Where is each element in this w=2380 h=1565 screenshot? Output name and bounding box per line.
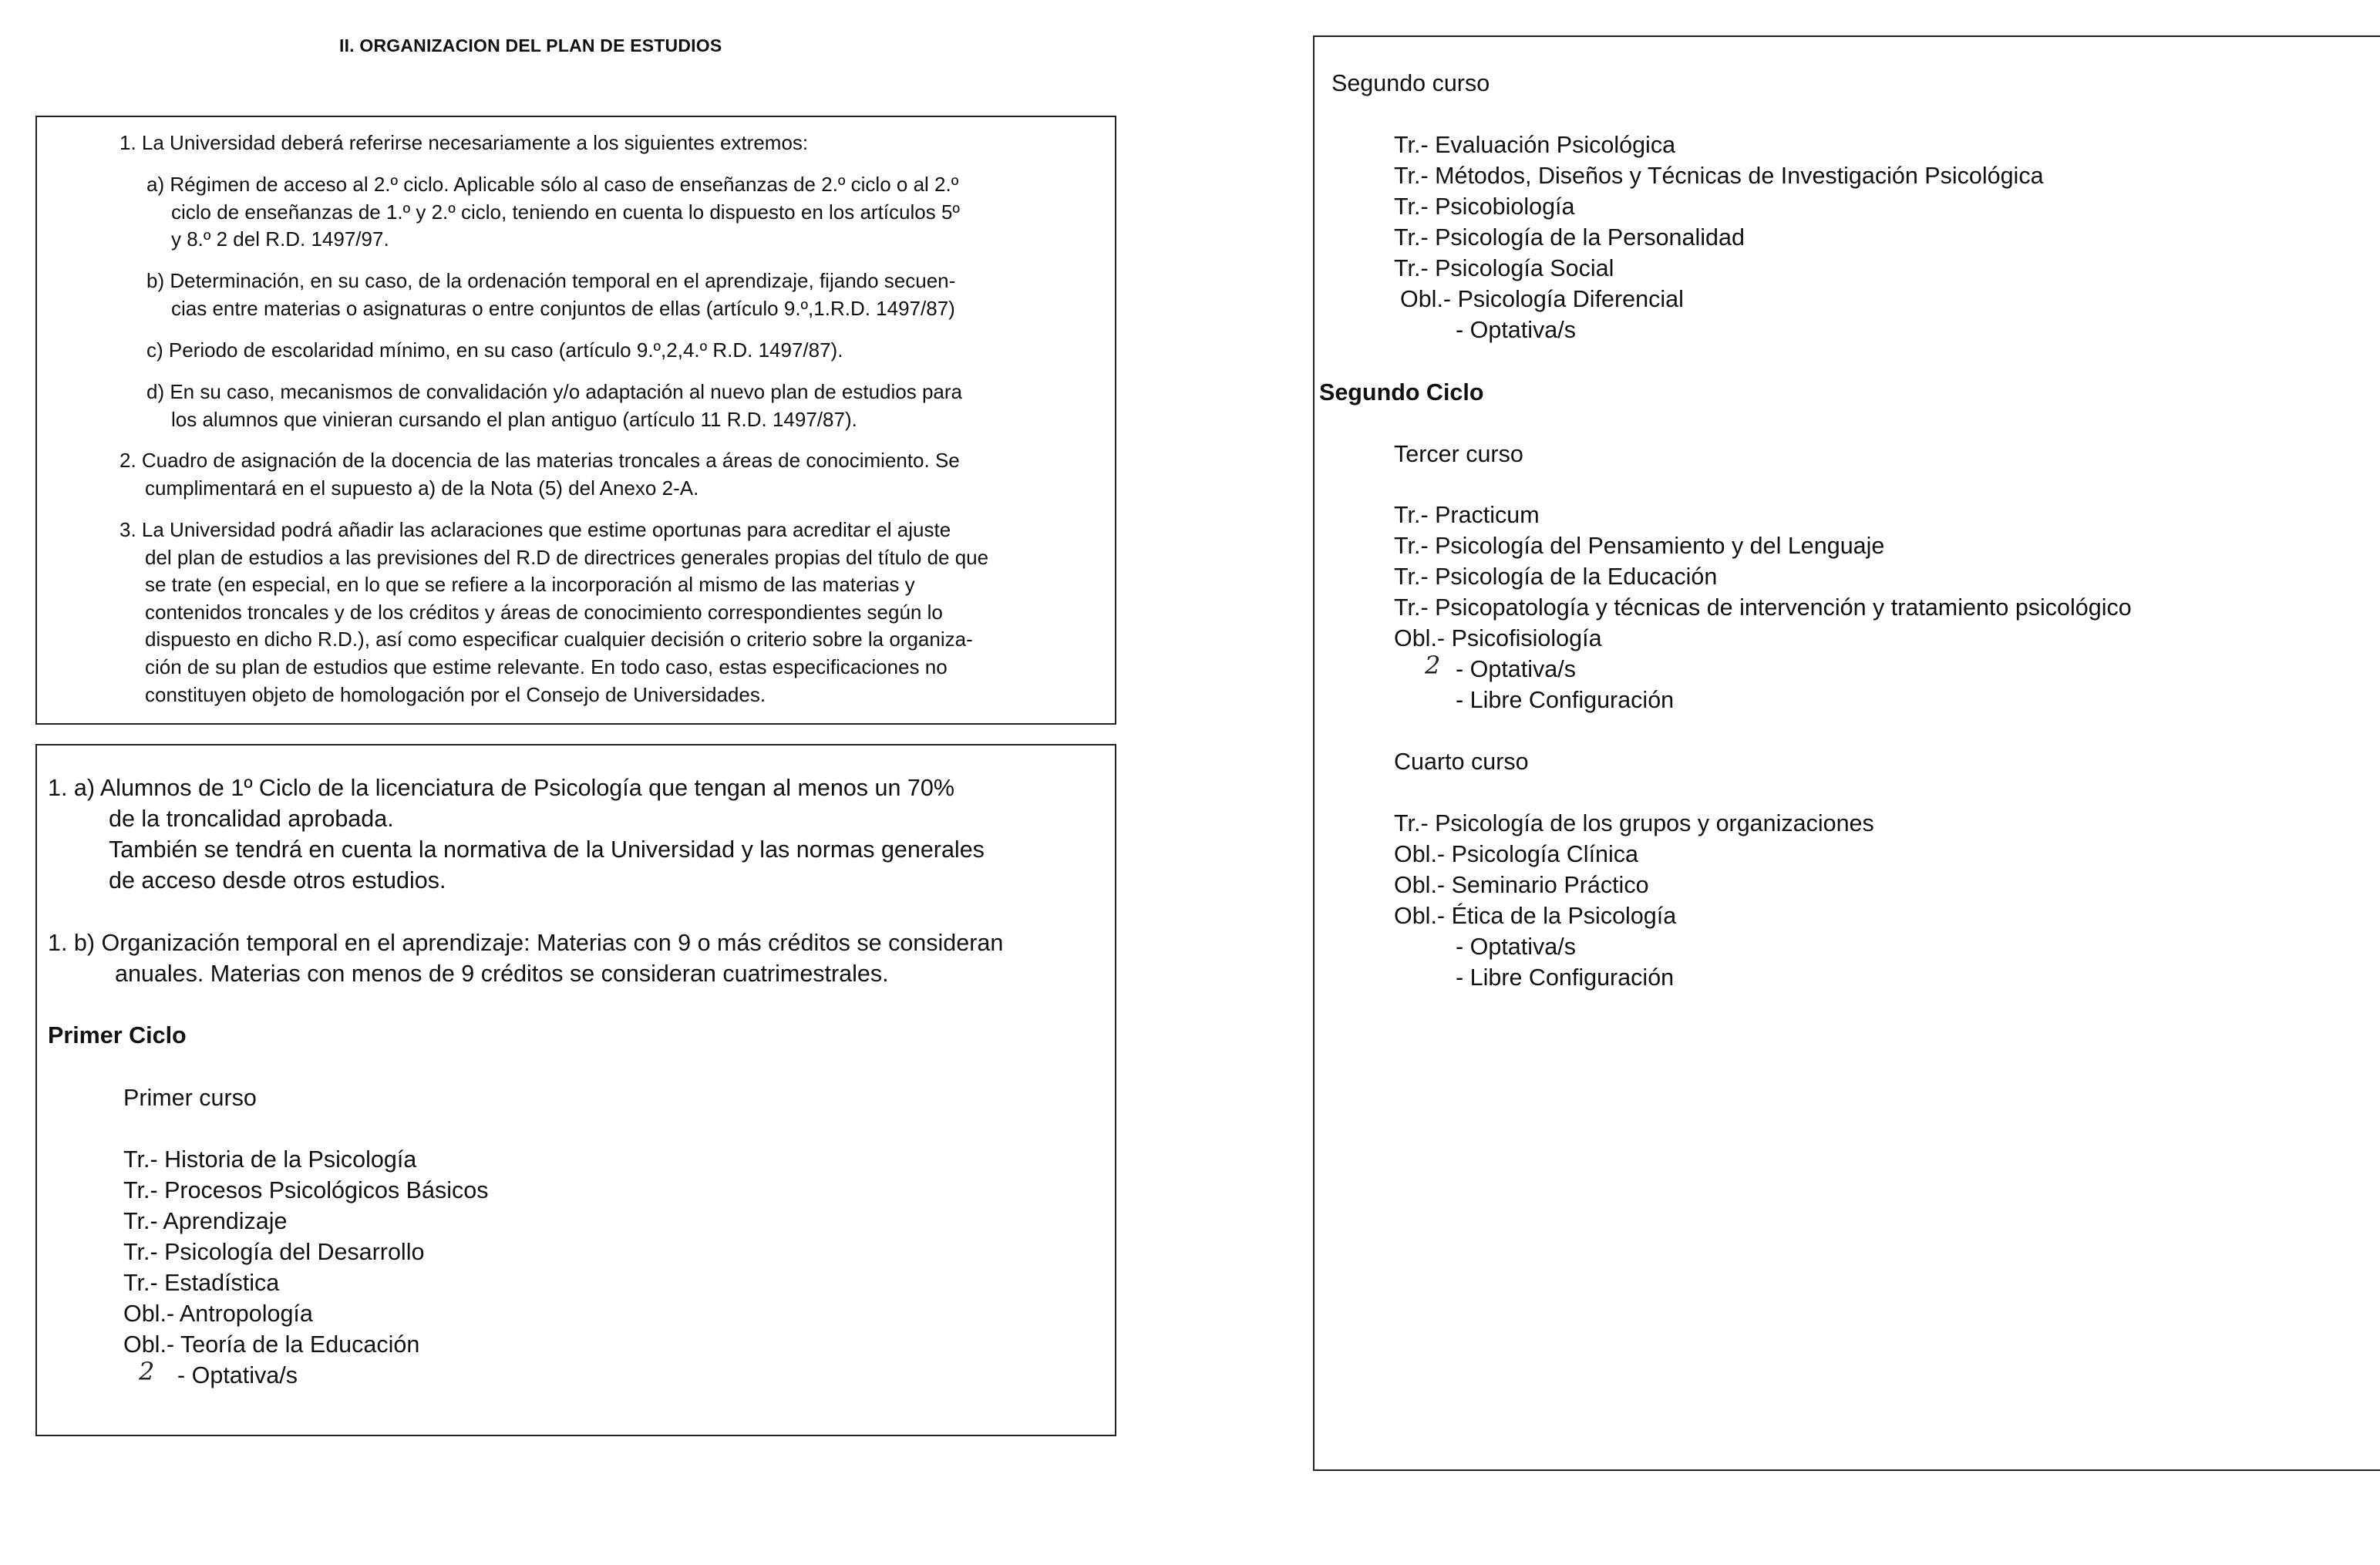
instruction-item-3-line-7: constituyen objeto de homologación por el Consejo de Universidades. [145, 683, 766, 706]
primer-curso-optativa: - Optativa/s [177, 1362, 298, 1388]
primer-curso-heading: Primer curso [123, 1085, 257, 1111]
primer-curso-subject: Tr.- Estadística [123, 1270, 280, 1296]
cuarto-curso-optativa: - Optativa/s [1456, 934, 1576, 960]
primer-curso-subject: Tr.- Psicología del Desarrollo [123, 1239, 425, 1265]
instruction-a-line-3: y 8.º 2 del R.D. 1497/97. [171, 227, 389, 251]
segundo-curso-subject: Tr.- Psicología de la Personalidad [1394, 224, 1745, 251]
instruction-item-2-line-2: cumplimentará en el supuesto a) de la Nota (5) del Anexo 2-A. [145, 476, 699, 500]
answer-b-line-1: 1. b) Organización temporal en el aprendizaje: Materias con 9 o más créditos se consideran [48, 930, 1004, 956]
segundo-curso-subject: Tr.- Psicología Social [1394, 255, 1614, 281]
cuarto-curso-subject: Obl.- Psicología Clínica [1394, 841, 1638, 867]
handwritten-note: 2 [139, 1357, 155, 1386]
instruction-item-3-line-5: dispuesto en dicho R.D.), así como especificar cualquier decisión o criterio sobre la organiza- [145, 628, 973, 651]
instruction-item-3-line-4: contenidos troncales y de los créditos y áreas de conocimiento correspondientes según lo [145, 601, 943, 624]
primer-curso-subject: Tr.- Procesos Psicológicos Básicos [123, 1177, 489, 1203]
primer-curso-subject: Obl.- Antropología [123, 1301, 313, 1327]
handwritten-note: 2 [1425, 651, 1441, 680]
cuarto-curso-subject: Tr.- Psicología de los grupos y organizaciones [1394, 810, 1874, 836]
tercer-curso-heading: Tercer curso [1394, 441, 1523, 467]
instruction-item-3-line-6: ción de su plan de estudios que estime relevante. En todo caso, estas especificaciones no [145, 655, 948, 678]
tercer-curso-subject: Tr.- Psicología del Pensamiento y del Lenguaje [1394, 533, 1885, 559]
instruction-d-line-1: d) En su caso, mecanismos de convalidación y/o adaptación al nuevo plan de estudios para [146, 380, 962, 403]
tercer-curso-subject: Tr.- Practicum [1394, 502, 1540, 528]
page-title: II. ORGANIZACION DEL PLAN DE ESTUDIOS [339, 35, 722, 56]
primer-curso-subject: Tr.- Aprendizaje [123, 1208, 288, 1234]
instruction-item-3-line-3: se trate (en especial, en lo que se refiere a la incorporación al mismo de las materias y [145, 573, 915, 596]
cuarto-curso-libre: - Libre Configuración [1456, 964, 1675, 991]
instruction-c-line-1: c) Periodo de escolaridad mínimo, en su caso (artículo 9.º,2,4.º R.D. 1497/87). [146, 338, 843, 362]
instruction-item-3-line-2: del plan de estudios a las previsiones del R.D de directrices generales propias del título de que [145, 546, 989, 569]
cuarto-curso-subject: Obl.- Ética de la Psicología [1394, 903, 1677, 929]
primer-ciclo-heading: Primer Ciclo [48, 1022, 187, 1048]
instruction-a-line-2: ciclo de enseñanzas de 1.º y 2.º ciclo, teniendo en cuenta lo dispuesto en los artículos 5º [171, 200, 960, 224]
primer-curso-subject: Obl.- Teoría de la Educación [123, 1331, 420, 1358]
instruction-item-2-line-1: 2. Cuadro de asignación de la docencia de las materias troncales a áreas de conocimiento. Se [120, 449, 960, 472]
answer-a-line-3: También se tendrá en cuenta la normativa de la Universidad y las normas generales [109, 836, 985, 863]
instruction-b-line-2: cias entre materias o asignaturas o entre conjuntos de ellas (artículo 9.º,1.R.D. 1497/87) [171, 297, 955, 320]
tercer-curso-subject: Tr.- Psicopatología y técnicas de intervención y tratamiento psicológico [1394, 594, 2132, 621]
instruction-d-line-2: los alumnos que vinieran cursando el plan antiguo (artículo 11 R.D. 1497/87). [171, 408, 857, 431]
segundo-curso-subject: Tr.- Métodos, Diseños y Técnicas de Investigación Psicológica [1394, 163, 2044, 189]
tercer-curso-libre: - Libre Configuración [1456, 687, 1675, 713]
segundo-curso-subject: Tr.- Evaluación Psicológica [1394, 132, 1676, 158]
instruction-item-1: 1. La Universidad deberá referirse necesariamente a los siguientes extremos: [120, 131, 809, 154]
segundo-curso-optativa: - Optativa/s [1456, 317, 1576, 343]
instruction-a-line-1: a) Régimen de acceso al 2.º ciclo. Aplicable sólo al caso de enseñanzas de 2.º ciclo o al 2.º [146, 173, 959, 196]
instruction-item-3-line-1: 3. La Universidad podrá añadir las aclaraciones que estime oportunas para acreditar el ajuste [120, 518, 951, 541]
segundo-ciclo-heading: Segundo Ciclo [1319, 379, 1484, 406]
cuarto-curso-subject: Obl.- Seminario Práctico [1394, 872, 1649, 898]
segundo-curso-subject: Tr.- Psicobiología [1394, 194, 1575, 220]
tercer-curso-subject: Obl.- Psicofisiología [1394, 625, 1602, 651]
cuarto-curso-heading: Cuarto curso [1394, 749, 1529, 775]
segundo-curso-heading: Segundo curso [1331, 70, 1490, 96]
answer-b-line-2: anuales. Materias con menos de 9 créditos se consideran cuatrimestrales. [115, 961, 889, 987]
tercer-curso-subject: Tr.- Psicología de la Educación [1394, 564, 1718, 590]
answer-a-line-1: 1. a) Alumnos de 1º Ciclo de la licenciatura de Psicología que tengan al menos un 70% [48, 775, 954, 801]
primer-curso-subject: Tr.- Historia de la Psicología [123, 1146, 417, 1173]
answer-a-line-2: de la troncalidad aprobada. [109, 806, 394, 832]
instruction-b-line-1: b) Determinación, en su caso, de la ordenación temporal en el aprendizaje, fijando secuen- [146, 269, 956, 292]
tercer-curso-optativa: - Optativa/s [1456, 656, 1576, 682]
segundo-curso-obl: Obl.- Psicología Diferencial [1400, 286, 1684, 312]
answer-a-line-4: de acceso desde otros estudios. [109, 867, 446, 894]
